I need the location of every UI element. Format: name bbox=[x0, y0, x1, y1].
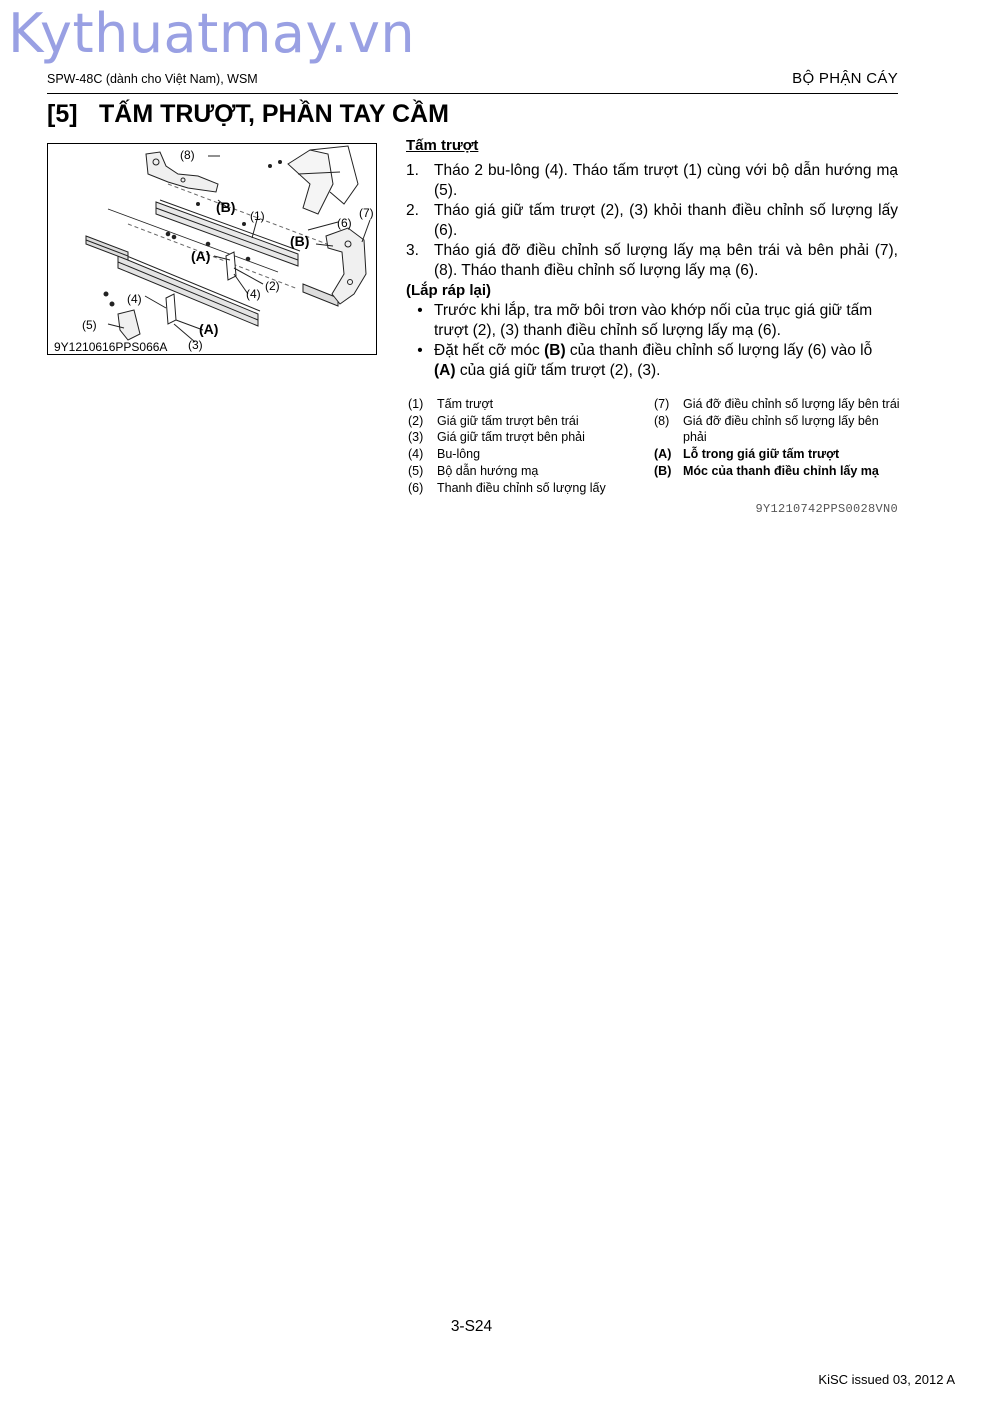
section-number: [5] bbox=[47, 100, 78, 128]
step-2 bbox=[406, 201, 898, 241]
legend-value: Giá đỡ điều chỉnh số lượng lấy bên trái bbox=[683, 397, 900, 411]
subsection-title: Tấm trượt bbox=[406, 137, 479, 154]
header-model: SPW-48C (dành cho Việt Nam), WSM bbox=[47, 72, 258, 86]
legend-key: (A) bbox=[654, 447, 672, 462]
callout-4-left: (4) bbox=[127, 292, 142, 306]
callout-3: (3) bbox=[188, 338, 203, 352]
legend-key: (2) bbox=[408, 413, 424, 428]
reassembly-title: (Lắp ráp lại) bbox=[406, 282, 492, 299]
legend-left-column bbox=[408, 396, 638, 496]
legend-item bbox=[408, 429, 638, 446]
note-text-part: của thanh điều chỉnh số lượng lấy (6) vào lỗ bbox=[565, 342, 873, 359]
callout-4-right: (4) bbox=[246, 287, 261, 301]
legend-right-column bbox=[654, 396, 900, 480]
legend-value: Giá giữ tấm trượt bên phải bbox=[437, 430, 585, 445]
legend-key: (5) bbox=[408, 463, 424, 478]
legend-value: Thanh điều chỉnh số lượng lấy bbox=[437, 480, 606, 495]
legend-value: Bu-lông bbox=[437, 447, 481, 462]
section-title-text: TẤM TRƯỢT, PHẦN TAY CẦM bbox=[99, 100, 449, 128]
legend-item bbox=[408, 480, 638, 497]
callout-8: (8) bbox=[180, 148, 195, 162]
callout-B-upper: (B) bbox=[216, 199, 236, 215]
legend-key: (3) bbox=[408, 430, 424, 445]
watermark: Kythuatmay.vn bbox=[8, 2, 416, 65]
step-3 bbox=[406, 241, 898, 281]
callout-7: (7) bbox=[359, 206, 374, 220]
legend-item bbox=[408, 396, 638, 413]
note-ref-A: (A) bbox=[434, 362, 456, 379]
callout-6: (6) bbox=[337, 216, 352, 230]
exploded-view-figure bbox=[47, 143, 377, 355]
legend-key: (4) bbox=[408, 447, 424, 462]
legend-key: (6) bbox=[408, 480, 424, 495]
bullet-dot: • bbox=[417, 302, 423, 319]
legend-value: Lỗ trong giá giữ tấm trượt bbox=[683, 447, 840, 462]
header-rule bbox=[47, 93, 898, 94]
note-text-part: Đặt hết cỡ móc bbox=[434, 342, 545, 359]
legend-item bbox=[654, 446, 900, 463]
reassembly-note-2 bbox=[406, 341, 898, 381]
step-number: 2. bbox=[406, 202, 419, 219]
legend-key: (8) bbox=[654, 413, 670, 428]
legend-item bbox=[408, 446, 638, 463]
legend-key: (1) bbox=[408, 397, 424, 411]
legend-value: Giá giữ tấm trượt bên trái bbox=[437, 413, 579, 428]
callout-A-upper: (A) bbox=[191, 248, 211, 264]
step-1 bbox=[406, 161, 898, 201]
legend-key: (B) bbox=[654, 463, 672, 478]
callout-1: (1) bbox=[250, 209, 265, 223]
step-text: Tháo giá đỡ điều chỉnh số lượng lấy mạ bên trái và bên phải (7), (8). Tháo thanh điều chỉnh số lượng lấy mạ (6). bbox=[434, 242, 898, 279]
bullet-dot: • bbox=[417, 342, 423, 359]
reassembly-note-1 bbox=[406, 301, 898, 341]
step-text: Tháo giá giữ tấm trượt (2), (3) khỏi thanh điều chỉnh số lượng lấy (6). bbox=[434, 202, 898, 239]
step-text: Tháo 2 bu-lông (4). Tháo tấm trượt (1) cùng với bộ dẫn hướng mạ (5). bbox=[434, 162, 898, 199]
callout-2: (2) bbox=[265, 279, 280, 293]
step-number: 3. bbox=[406, 242, 419, 259]
callout-B-right: (B) bbox=[290, 233, 310, 249]
legend-value: Tấm trượt bbox=[437, 397, 494, 411]
page-number: 3-S24 bbox=[450, 1318, 493, 1335]
document-code: 9Y1210742PPS0028VN0 bbox=[755, 502, 898, 516]
legend-item bbox=[408, 463, 638, 480]
legend-value: Giá đỡ điều chỉnh số lượng lấy bên phải bbox=[683, 413, 879, 445]
figure-code: 9Y1210616PPS066A bbox=[54, 340, 168, 354]
legend-item bbox=[654, 463, 900, 480]
legend-value: Bộ dẫn hướng mạ bbox=[437, 463, 539, 478]
legend-item bbox=[654, 413, 900, 446]
legend-value: Móc của thanh điều chỉnh lấy mạ bbox=[683, 463, 879, 478]
issue-info: KiSC issued 03, 2012 A bbox=[818, 1372, 955, 1387]
legend-item bbox=[408, 413, 638, 430]
note-text-part: của giá giữ tấm trượt (2), (3). bbox=[455, 362, 661, 379]
section-title bbox=[47, 100, 449, 129]
note-text bbox=[434, 341, 898, 381]
callout-A-lower: (A) bbox=[199, 321, 219, 337]
step-number: 1. bbox=[406, 162, 419, 179]
legend-key: (7) bbox=[654, 397, 670, 411]
note-ref-B: (B) bbox=[544, 342, 566, 359]
note-text: Trước khi lắp, tra mỡ bôi trơn vào khớp nối của trục giá giữ tấm trượt (2), (3) thanh điều chỉnh số lượng lấy mạ (6). bbox=[434, 302, 873, 339]
callout-5: (5) bbox=[82, 318, 97, 332]
legend-item bbox=[654, 396, 900, 413]
header-chapter: BỘ PHẬN CÁY bbox=[792, 70, 898, 87]
procedure-text bbox=[406, 137, 898, 381]
